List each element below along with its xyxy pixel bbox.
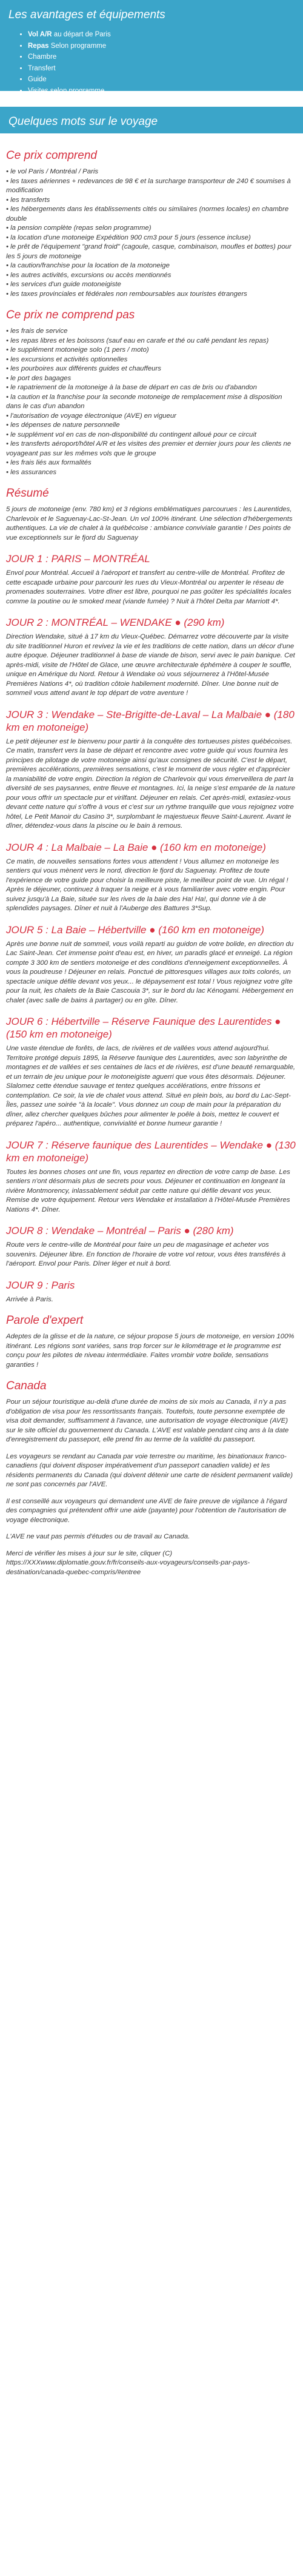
day-text: Route vers le centre-ville de Montréal pour faire un peu de magasinage et acheter vos souvenirs. Déjeuner libre. En fonction de l'horaire de votre vol retour, vous êtes transférés à l'aéroport. Envol pour Paris. Dîner léger et nuit à bord. — [6, 1241, 286, 1267]
day-text: Après une bonne nuit de sommeil, vous voilà reparti au guidon de votre bolide, en direction du Lac Saint-Jean. Cet immense point d'eau est, en hiver, un paradis glacé et enneigé. La région compte 3 300 km de sentiers motoneige et des conditions d'enneigement exceptionnelles. À vous la poudreuse ! Déjeuner en relais. Ponctué de pittoresques villages aux toits colorés, un spectacle unique défile devant vos yeux... le dépaysement est total ! Vous rejoignez votre gîte pour la nuit, les chalets de la Baie Cascouia 3*, sur le bord du lac Kénogami. Hébergement en chalet (avec salle de bains à partager) ou en gîte. Dîner. — [6, 940, 294, 1004]
summary-title: Résumé — [6, 487, 49, 500]
excludes-item: • les repas libres et les boissons (sauf eau en carafe et thé ou café pendant les repas) — [6, 337, 269, 344]
day-title: JOUR 9 : Paris — [6, 1279, 75, 1291]
day-title: JOUR 4 : La Malbaie – La Baie ● (160 km en motoneige) — [6, 841, 266, 853]
day-title: JOUR 7 : Réserve faunique des Laurentides – Wendake ● (130 km en motoneige) — [6, 1139, 296, 1164]
day-text: Une vaste étendue de forêts, de lacs, de rivières et de vallées vous attend aujourd'hui. Territoire protégé depuis 1895, la Réserve faunique des Laurentides, avec son labyrinthe de montagnes et de vallées et ses centaines de lacs et de rivières, est d'une beauté remarquable, et un terrain de jeu unique pour le motoneigiste aguerri que vous êtes désormais. Déjeuner. Slalomez cette étendue sauvage et tentez quelques accélérations, entre frissons et contemplation. Ce soir, la vie de chalet vous attend. Situé en plein bois, au bord du Lac-Sept-Îles, passez une soirée "à la locale". Vous donnez un coup de main pour la préparation du dîner, allez chercher quelques bûches pour alimenter le poêle à bois, mettez le couvert et préparez l'apéro... authentique, convivialité et bonne humeur garantie ! — [6, 1045, 296, 1127]
includes-list — [6, 167, 297, 299]
canada-paragraph: Les voyageurs se rendant au Canada par voie terrestre ou maritime, les binationaux franco-canadiens (qui doivent disposer impérativement d'un passeport canadien valide) et les résidents permanents du Canada (qui doivent détenir une carte de résident permanent valide) ne sont pas concernés par l'AVE. — [6, 1452, 293, 1488]
excludes-item: • l'autorisation de voyage électronique (AVE) en vigueur — [6, 412, 176, 420]
advantages-title: Les avantages et équipements — [8, 8, 165, 21]
excludes-item: • les transferts aéroport/hôtel A/R et les visites des premier et dernier jours pour les clients ne voyageant pas sur les mêmes vols que le groupe — [6, 440, 291, 457]
advantage-item-strong: Vol A/R — [28, 31, 52, 38]
voyage-content — [0, 133, 303, 1577]
advantage-item — [28, 41, 295, 52]
day-text: Toutes les bonnes choses ont une fin, vous repartez en direction de votre camp de base. Les sentiers n'ont désormais plus de secrets pour vous. Déjeuner et continuation en longeant la rivière Montmorency, inlassablement séduit par cette nature qui défile devant vos yeux. Remise de votre équipement. Retour vers Wendake et installation à l'Hôtel-Musée Premières Nations 4*. Dîner. — [6, 1168, 290, 1213]
excludes-item: • les frais liés aux formalités — [6, 459, 92, 466]
day-title: JOUR 3 : Wendake – Ste-Brigitte-de-Laval – La Malbaie ● (180 km en motoneige) — [6, 708, 295, 733]
excludes-item: • le supplément vol en cas de non-disponibilité du contingent alloué pour ce circuit — [6, 431, 257, 438]
excludes-item: • le port des bagages — [6, 374, 72, 382]
day-text: Arrivée à Paris. — [6, 1295, 53, 1303]
includes-item: • les transferts — [6, 196, 50, 204]
excludes-item: • les dépenses de nature personnelle — [6, 421, 120, 429]
expert-text: Adeptes de la glisse et de la nature, ce séjour propose 5 jours de motoneige, en version 100% itinérant. Les régions sont variées, sans trop forcer sur le kilométrage et le programme est conçu pour les pilotes de niveau intermédiaire. Faites vrombir votre bolide, sensations garanties ! — [6, 1333, 295, 1369]
summary-text: 5 jours de motoneige (env. 780 km) et 3 régions emblématiques parcourues : les Laurentides, Charlevoix et le Saguenay-Lac-St-Jean. Un vol 100% itinérant. Une sélection d'hébergements authentiques. La vie de chalet à la québécoise : ambiance conviviale garantie ! Des points de vue exceptionnels sur le fjord du Saguenay — [6, 506, 293, 542]
advantage-item — [28, 63, 295, 75]
voyage-section-header — [0, 107, 303, 133]
advantage-item — [28, 29, 295, 41]
excludes-item: • la caution et la franchise pour la seconde motoneige de remplacement mise à disposition dans le cas d'un abandon — [6, 393, 282, 410]
advantage-item — [28, 74, 295, 86]
advantage-item-text: Guide — [28, 76, 47, 83]
includes-item: • le prêt de l'équipement "grand froid" (cagoule, casque, combinaison, moufles et bottes) pour les 5 jours de motoneige — [6, 243, 291, 260]
canada-paragraph: Merci de vérifier les mises à jour sur le site, cliquer (C) https://XXXwww.diplomatie.gouv.fr/fr/conseils-aux-voyageurs/conseils-par-pays-destination/canada-quebec-compris/#entree — [6, 1549, 250, 1576]
includes-item: • le vol Paris / Montréal / Paris — [6, 168, 99, 175]
excludes-item: • les excursions et activités optionnelles — [6, 355, 128, 363]
advantage-item-text: Chambre — [28, 53, 57, 61]
day-title: JOUR 8 : Wendake – Montréal – Paris ● (280 km) — [6, 1225, 234, 1236]
advantage-item-text: au départ de Paris — [52, 31, 111, 38]
canada-paragraph: L'AVE ne vaut pas permis d'études ou de travail au Canada. — [6, 1533, 190, 1540]
advantage-item-text: Visites selon programme — [28, 87, 105, 95]
includes-title: Ce prix comprend — [6, 149, 97, 162]
excludes-item: • les assurances — [6, 468, 57, 476]
includes-item: • la pension complète (repas selon programme) — [6, 224, 152, 232]
advantage-item — [28, 52, 295, 63]
includes-item: • les autres activités, excursions ou accès mentionnés — [6, 271, 171, 279]
day-title: JOUR 6 : Hébertville – Réserve Faunique des Laurentides ● (150 km en motoneige) — [6, 1016, 281, 1040]
excludes-item: • les frais de service — [6, 327, 68, 335]
excludes-item: • les pourboires aux différents guides et chauffeurs — [6, 365, 161, 372]
includes-item: • la caution/franchise pour la location de la motoneige — [6, 262, 170, 269]
canada-title: Canada — [6, 1380, 47, 1392]
itinerary — [6, 552, 297, 1304]
voyage-title: Quelques mots sur le voyage — [8, 115, 158, 128]
excludes-item: • le supplément motoneige solo (1 pers / moto) — [6, 346, 149, 354]
day-title: JOUR 1 : PARIS – MONTRÉAL — [6, 553, 150, 565]
includes-item: • la location d'une motoneige Expédition 900 cm3 pour 5 jours (essence incluse) — [6, 233, 251, 241]
day-text: Ce matin, de nouvelles sensations fortes vous attendent ! Vous allumez en motoneige les sentiers qui vous mènent vers le nord, direction le fjord du Saguenay. Profitez de toute l'expérience de votre guide pour choisir la meilleure piste, le meilleur point de vue. Un régal ! Après le déjeuner, continuez à traquer la neige et à vous familiariser avec votre engin. Pour suivez jusqu'à La Baie, située sur les rives de la baie des Ha! Ha!, qui donne vie à de splendides paysages. Dîner et nuit à l'Auberge des Battures 3*Sup. — [6, 857, 288, 912]
includes-item: • les hébergements dans les établissements cités ou similaires (normes locales) en chambre double — [6, 206, 289, 223]
excludes-item: • le rapatriement de la motoneige à la base de départ en cas de bris ou d'abandon — [6, 384, 257, 391]
excludes-title: Ce prix ne comprend pas — [6, 309, 135, 321]
includes-item: • les taxes aériennes + redevances de 98 € et la surcharge transporteur de 240 € soumises à modification — [6, 177, 291, 194]
advantages-section — [0, 0, 303, 95]
includes-item: • les taxes provinciales et fédérales non remboursables aux touristes étrangers — [6, 290, 247, 298]
includes-item: • les services d'un guide motoneigiste — [6, 281, 121, 288]
canada-paragraph: Il est conseillé aux voyageurs qui demandent une AVE de faire preuve de vigilance à l'égard des compagnies qui prétendent offrir une aide (payante) pour l'obtention de l'autorisation de voyage électronique. — [6, 1497, 287, 1524]
advantage-item-text: Transfert — [28, 64, 56, 72]
canada-paragraph: Pour un séjour touristique au-delà d'une durée de moins de six mois au Canada, il n'y a pas d'obligation de visa pour les ressortissants français. Toutefois, toute personne exemptée de visa doit demander, suffisamment à l'avance, une autorisation de voyage électronique (AVE) sur le site officiel du gouvernement du Canada. L'AVE est valable pendant cinq ans à la date d'enregistrement du passeport, elle prend fin au terme de la validité du passeport. — [6, 1398, 289, 1443]
day-text: Le petit déjeuner est le bienvenu pour partir à la conquête des tortueuses pistes québécoises. Ce matin, transfert vers la base de départ et rencontre avec votre guide qui vous fournira les principes de pilotage de votre motoneige ainsi qu'aux consignes de sécurité. C'est le départ, premières accélérations, premières sensations, c'est le moment de vous régler et d'apprécier la maniabilité de votre engin. Direction la région de Charlevoix qui vous émerveillera de part la diversité de ses paysannes, entre fleuve et montagnes. Ici, la neige s'est emparée de la nature pour vous offrir un spectacle pur et virilfant. Déjeuner en relais. Cet après-midi, extasiez-vous devant cette nature qui s'offre à vous et c'est sur un rythme tranquille que vous rejoignez votre hôtel, Le Petit Manoir du Casino 3*, surplombant le majestueux fleuve Saint-Laurent. Avant le dîner, détendez-vous dans la piscine ou le bain à remous. — [6, 737, 296, 830]
day-text: Envol pour Montréal. Accueil à l'aéroport et transfert au centre-ville de Montréal. Profitez de cette escapade urbaine pour parcourir les rues du Vieux-Montréal ou arpenter le réseau de promenades souterraines. Votre dîner est libre, pourquoi ne pas goûter les spécialités locales comme la poutine ou le smoked meat (viande fumée) ? Nuit à l'hôtel Delta par Marriott 4*. — [6, 569, 291, 605]
day-title: JOUR 2 : MONTRÉAL – WENDAKE ● (290 km) — [6, 617, 225, 628]
excludes-list — [6, 327, 297, 477]
advantage-item-strong: Repas — [28, 42, 49, 50]
day-title: JOUR 5 : La Baie – Hébertville ● (160 km en motoneige) — [6, 924, 265, 936]
advantage-item-text: Selon programme — [48, 42, 107, 50]
expert-title: Parole d'expert — [6, 1314, 84, 1327]
advantages-list — [8, 29, 295, 96]
day-text: Direction Wendake, situé à 17 km du Vieux-Québec. Démarrez votre découverte par la visite du site traditionnel Huron et revivez la vie et les traditions de cette nation, dans un décor d'une autre époque. Déjeuner traditionnel à base de viande de bison, servi avec le pain banique. Cet après-midi, visite de l'Hôtel de Glace, une œuvre architecturale éphémère à couper le souffle, unique en Amérique du Nord. Retour à Wendake où vous séjournerez à l'Hôtel-Musée Premières Nations 4*, où tradition côtoie habilement modernité. Dîner. Une bonne nuit de sommeil vous attend avant le top départ de votre aventure ! — [6, 633, 295, 697]
canada-info — [6, 1398, 297, 1577]
